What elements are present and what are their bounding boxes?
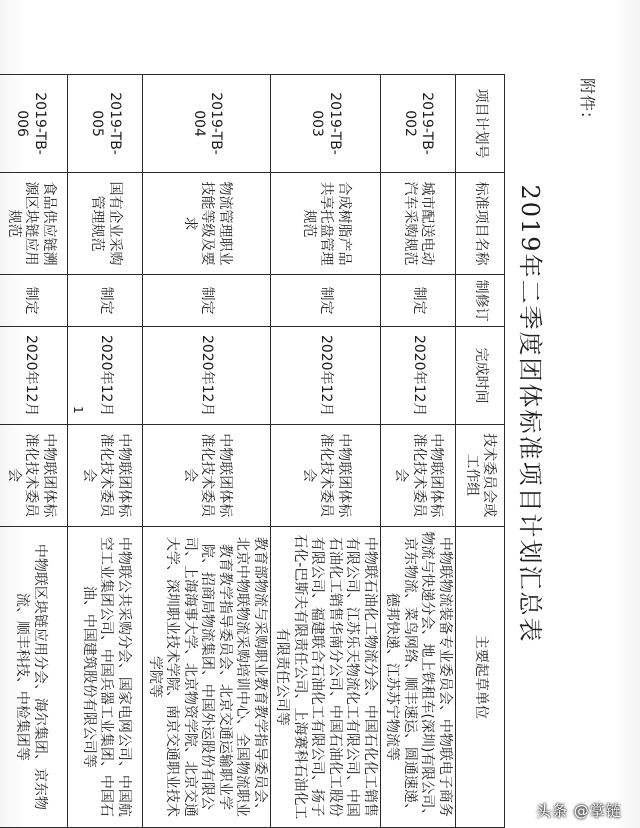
cell-revision-type: 制定	[381, 274, 456, 327]
header-committee: 技术委员会或工作组	[456, 424, 505, 526]
cell-completion-time: 2020年12月	[68, 327, 143, 424]
cell-project-name: 食品供应链溯源区块链应用规范	[0, 173, 68, 275]
cell-committee: 中物联团体标准化技术委员会	[271, 424, 381, 526]
cell-completion-time: 2020年12月	[271, 327, 381, 424]
cell-plan-number: 2019-TB-006	[0, 75, 68, 173]
watermark: 头条 @掌链	[536, 802, 622, 820]
cell-committee: 中物联团体标准化技术委员会	[381, 424, 456, 526]
cell-plan-number: 2019-TB-003	[271, 75, 381, 173]
table-row	[143, 75, 271, 828]
header-completion-time: 完成时间	[456, 327, 505, 424]
cell-project-name: 国有企业采购管理规范	[68, 173, 143, 275]
cell-revision-type: 制定	[143, 274, 271, 327]
attachment-label: 附件:	[578, 78, 597, 119]
cell-drafting-units: 教育部物流与采购职业教育教学指导委员会、北京中物联物流采购培训中心、全国物流职业教育教学指导委员会、北京交通运输职业学院、招商局物流集团、中国外运股份有限公司、上海海事大学、北京物资学院、北京交通大学、深圳职业技术学院、南京交通职业技术学院等	[143, 526, 271, 827]
cell-project-name: 城市配送电动汽车采购规范	[381, 173, 456, 275]
cell-plan-number: 2019-TB-004	[143, 75, 271, 173]
cell-plan-number: 2019-TB-002	[381, 75, 456, 173]
table-row	[68, 75, 143, 828]
cell-drafting-units: 中物联公共采购分会、国家电网公司、中国航空工业集团公司、中国兵器工业集团、中国石油、中国建筑股份有限公司等	[68, 526, 143, 827]
cell-plan-number: 2019-TB-005	[68, 75, 143, 173]
cell-completion-time: 2020年12月	[0, 327, 68, 424]
cell-committee: 中物联团体标准化技术委员会	[0, 424, 68, 526]
table-row	[0, 75, 68, 828]
page-number: 1	[71, 406, 85, 414]
standards-table	[0, 74, 505, 828]
cell-drafting-units: 中物联区块链应用分会、海尔集团、京东物流、顺丰科技、中检集团等	[0, 526, 68, 827]
cell-completion-time: 2020年12月	[381, 327, 456, 424]
header-project-name: 标准项目名称	[456, 173, 505, 275]
cell-revision-type: 制定	[68, 274, 143, 327]
cell-project-name: 合成树脂产品共享托盘管理规范	[271, 173, 381, 275]
table-header-row	[456, 75, 505, 828]
cell-drafting-units: 中物联物流装备专业委员会、中物联电子商务物流与快递分会、地上铁租车(深圳)有限公司、京东物流、菜鸟网络、顺丰速运、圆通速递、德邦快递、江苏苏宁物流等	[381, 526, 456, 827]
cell-committee: 中物联团体标准化技术委员会	[143, 424, 271, 526]
cell-revision-type: 制定	[271, 274, 381, 327]
table-row	[381, 75, 456, 828]
cell-revision-type: 制定	[0, 274, 68, 327]
cell-drafting-units: 中物联石油化工物流分会、中国石化化工销售有限公司、江苏乐天物流化工有限公司、中国石油化工销售华南分公司、中国石油化工股份有限公司、福建联合石油化工有限公司、扬子石化-巴斯夫有限责任公司、上海赛科石油化工有限责任公司等	[271, 526, 381, 827]
header-plan-number: 项目计划号	[456, 75, 505, 173]
cell-project-name: 物流管理职业技能等级及要求	[143, 173, 271, 275]
cell-completion-time: 2020年12月	[143, 327, 271, 424]
header-drafting-units: 主要起草单位	[456, 526, 505, 827]
document-title: 2019年二季度团体标准项目计划汇总表	[516, 184, 544, 644]
table-row	[271, 75, 381, 828]
cell-committee: 中物联团体标准化技术委员会	[68, 424, 143, 526]
header-revision-type: 制修订	[456, 274, 505, 327]
